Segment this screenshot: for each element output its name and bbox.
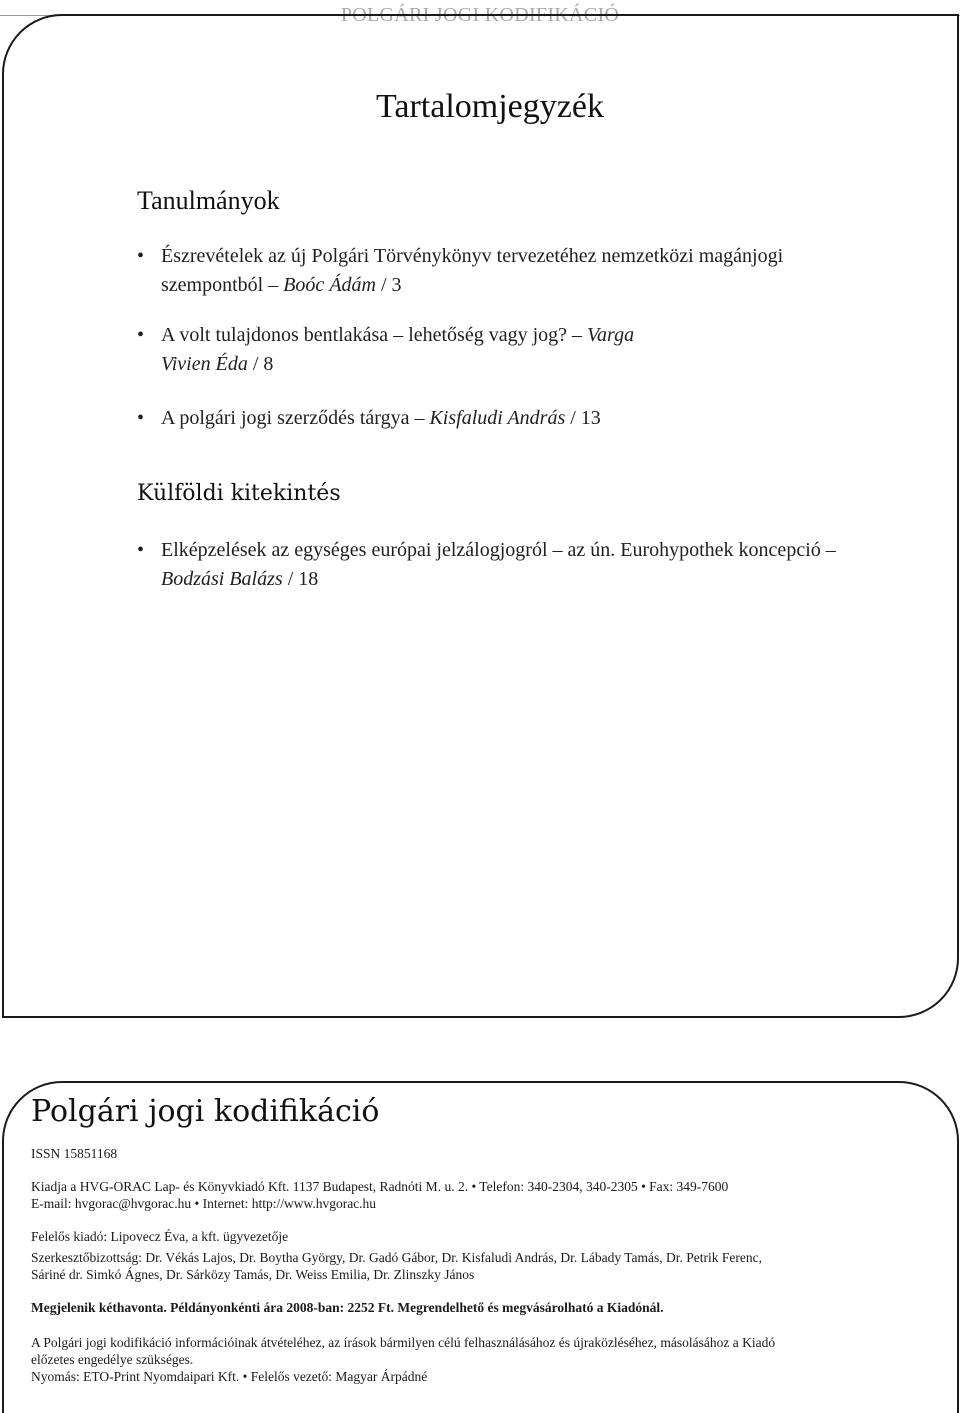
entry-title: Elképzelések az egységes európai jelzálogjogról – az ún. Eurohypothek koncepció – [161, 539, 836, 561]
entry-page: / 3 [380, 274, 402, 296]
bullet-icon: • [137, 324, 145, 346]
toc-frame [2, 14, 959, 1018]
responsible-publisher: Felelős kiadó: Lipovecz Éva, a kft. ügyvezetője [31, 1229, 289, 1244]
section-heading-foreign: Külföldi kitekintés [137, 481, 341, 506]
toc-entry[interactable] [137, 404, 857, 433]
publisher-line: Kiadja a HVG-ORAC Lap- és Könyvkiadó Kft. 1137 Budapest, Radnóti M. u. 2. • Telefon: 340-2304, 340-2305 • Fax: 349-7600 [31, 1179, 729, 1194]
frequency-line: Megjelenik kéthavonta. Példányonkénti ára 2008-ban: 2252 Ft. Megrendelhető és megvásárolható a Kiadónál. [31, 1300, 664, 1315]
printing-line: Nyomás: ETO-Print Nyomdaipari Kft. • Felelős vezető: Magyar Árpádné [31, 1369, 428, 1384]
contact-line: E-mail: hvgorac@hvgorac.hu • Internet: http://www.hvgorac.hu [31, 1196, 377, 1211]
permission-line-1: A Polgári jogi kodifikáció információinak átvételéhez, az írások bármilyen célú felhasználásához és újraközléséhez, másolásához a Kiadó [31, 1335, 776, 1350]
entry-page: / 8 [252, 353, 274, 375]
editorial-board-line-1: Szerkesztőbizottság: Dr. Vékás Lajos, Dr. Boytha György, Dr. Gadó Gábor, Dr. Kisfaludi András, Dr. Lábady Tamás, Dr. Petrik Ferenc, [31, 1250, 763, 1265]
permission-line-2: előzetes engedélye szükséges. [31, 1352, 194, 1367]
entry-author: Kisfaludi András [429, 407, 566, 429]
toc-entry[interactable] [137, 242, 857, 300]
bullet-icon: • [137, 407, 145, 429]
entry-author: Bodzási Balázs [161, 568, 283, 590]
editorial-board-line-2: Sáriné dr. Simkó Ágnes, Dr. Sárközy Tamás, Dr. Weiss Emilia, Dr. Zlinszky János [31, 1267, 475, 1282]
entry-page: / 18 [287, 568, 319, 590]
entry-page: / 13 [570, 407, 601, 429]
page-title: Tartalomjegyzék [376, 88, 604, 125]
toc-entry[interactable] [137, 536, 857, 594]
bullet-icon: • [137, 245, 145, 267]
entry-title: Észrevételek az új Polgári Törvénykönyv tervezetéhez nemzetközi magánjogi szempontból – [161, 245, 784, 296]
section-heading-studies: Tanulmányok [137, 186, 280, 215]
running-head: POLGÁRI JOGI KODIFIKÁCIÓ [340, 4, 620, 26]
entry-author: Varga Vivien Éda [161, 324, 635, 375]
toc-entry[interactable] [137, 321, 857, 379]
entry-title: A polgári jogi szerződés tárgya – [161, 407, 425, 429]
entry-title: A volt tulajdonos bentlakása – lehetőség vagy jog? – [161, 324, 583, 346]
journal-title: Polgári jogi kodifikáció [31, 1094, 380, 1129]
issn: ISSN 15851168 [31, 1146, 118, 1161]
bullet-icon: • [137, 539, 145, 561]
entry-author: Boóc Ádám [283, 274, 376, 296]
